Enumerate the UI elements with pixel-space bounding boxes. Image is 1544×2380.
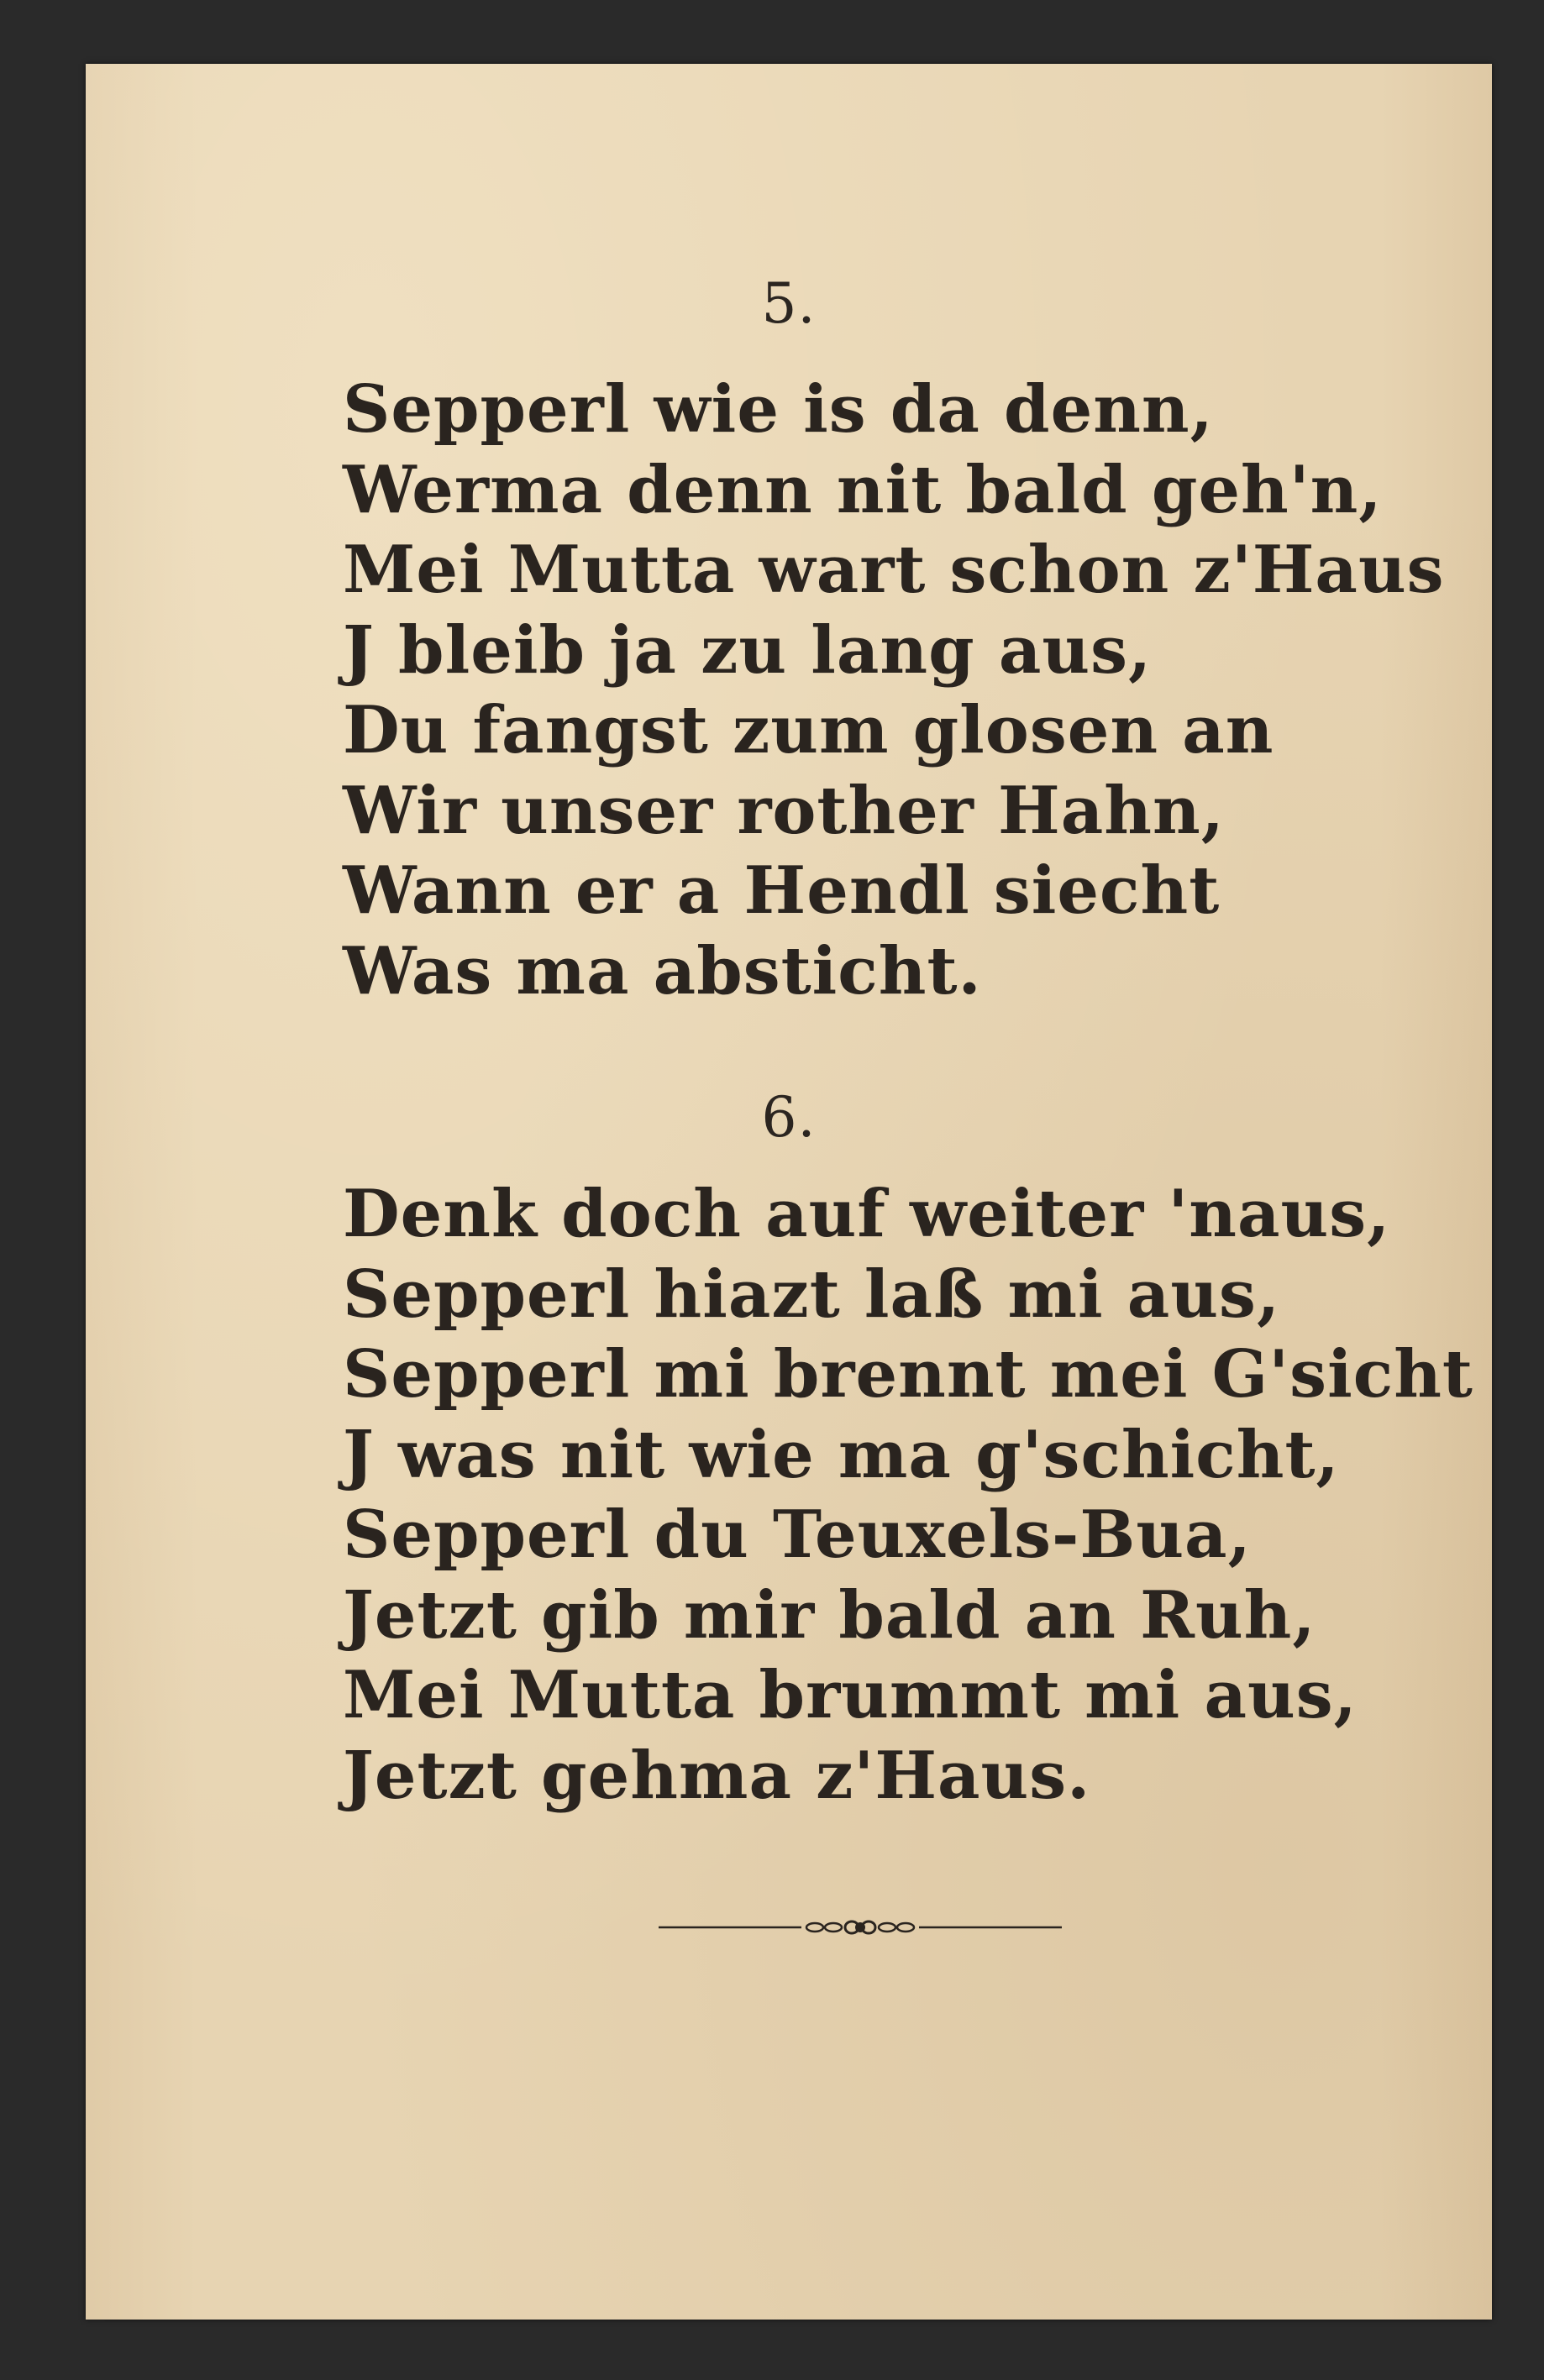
stanza-line: Wann er a Hendl siecht [343,852,1221,929]
stanza-line: Werma denn nit bald geh'n, [343,451,1383,528]
stanza-line: Sepperl wie is da denn, [343,371,1214,448]
stanza-line: Sepperl mi brennt mei G'sicht [343,1336,1473,1413]
stanza-line: Was ma absticht. [343,932,982,1009]
stanza-line: Du fangst zum glosen an [343,692,1274,768]
stanza-6 [343,1174,1502,1816]
stanza-line: J was nit wie ma g'schicht, [343,1416,1340,1493]
stanza-line: Mei Mutta brummt mi aus, [343,1657,1358,1733]
divider-flourish-icon [659,1916,1062,1938]
stanza-line: J bleib ja zu lang aus, [343,611,1153,689]
stanza-line: Sepperl hiazt laß mi aus, [343,1256,1281,1333]
stanza-line: Sepperl du Teuxels-Bua, [343,1497,1252,1573]
stanza-5 [343,370,1502,1011]
stanza-line: Jetzt gehma z'Haus. [343,1737,1091,1814]
document-page [86,64,1492,2320]
stanza-line: Mei Mutta wart schon z'Haus [343,532,1445,608]
stanza-number-6: 6. [761,1085,817,1150]
stanza-number-5: 5. [761,271,817,336]
stanza-line: Denk doch auf weiter 'naus, [343,1176,1391,1252]
stanza-line: Jetzt gib mir bald an Ruh, [343,1576,1316,1654]
stanza-line: Wir unser rother Hahn, [343,772,1225,849]
